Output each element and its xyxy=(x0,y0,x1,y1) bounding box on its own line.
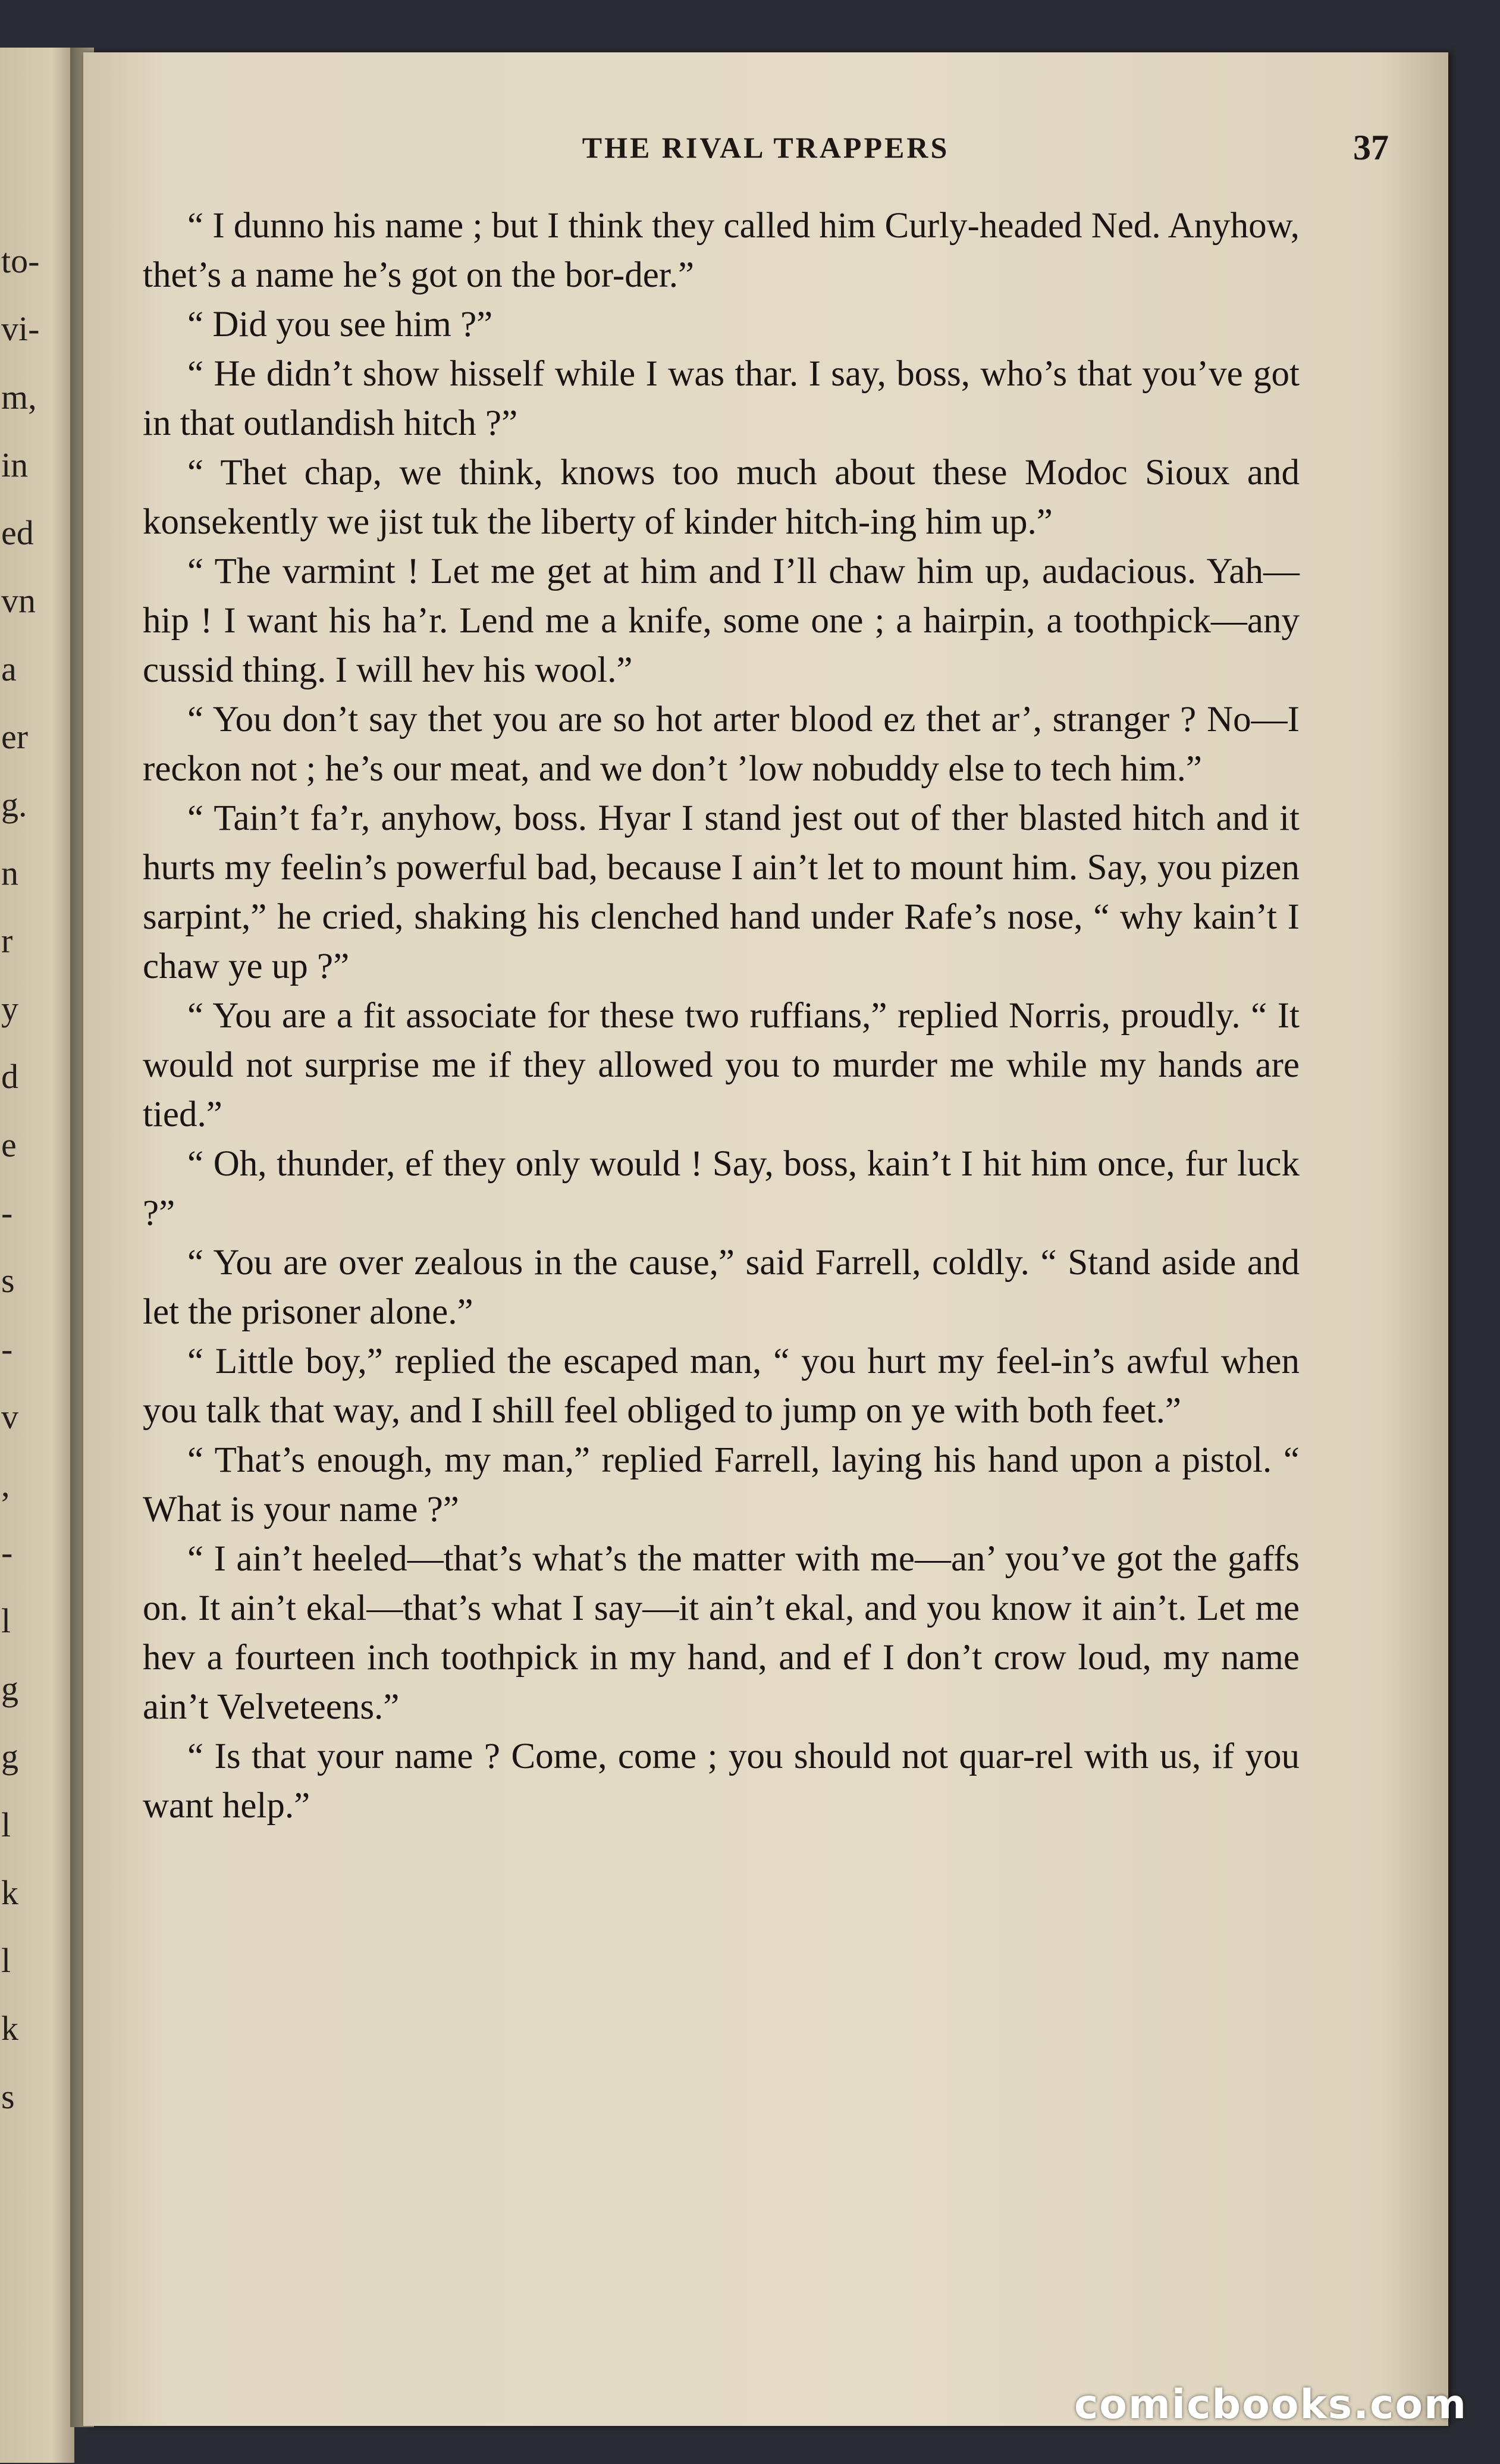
facing-page-fragment: y xyxy=(1,989,18,1028)
paragraph: “ I ain’t heeled—that’s what’s the matter with me—an’ you’ve got the gaffs on. It ain’t ekal—that’s what I say—it ain’t ekal, and you know it ain’t. Let me hev a fourteen inch toothpick in my hand, and ef I don’t crow loud, my name ain’t Velveteens.” xyxy=(143,1539,1300,1727)
facing-page-fragment: n xyxy=(1,854,18,892)
paragraph: “ Oh, thunder, ef they only would ! Say, boss, kain’t I hit him once, fur luck ?” xyxy=(143,1144,1300,1233)
paragraph: “ Did you see him ?” xyxy=(187,305,493,344)
paragraph: “ You don’t say thet you are so hot arter blood ez thet ar’, stranger ? No—I reckon not ; he’s our meat, and we don’t ’low nobuddy else to tech him.” xyxy=(143,700,1300,789)
facing-page-fragment: k xyxy=(1,2009,18,2048)
facing-page-fragment: to- xyxy=(1,242,40,280)
watermark: comicbooks.com xyxy=(1074,2381,1467,2428)
facing-page-fragment: m, xyxy=(1,378,37,416)
facing-page-fragment: g. xyxy=(1,785,27,824)
facing-page-fragment: vn xyxy=(1,581,36,620)
facing-page-fragment: - xyxy=(1,1193,13,1232)
facing-page-fragments xyxy=(0,244,74,2148)
facing-page-fragment: g xyxy=(1,1737,18,1776)
facing-page-fragment: , xyxy=(1,1465,10,1504)
facing-page-fragment: - xyxy=(1,1533,13,1572)
paragraph: “ Little boy,” replied the escaped man, “ you hurt my feel-in’s awful when you talk that way, and I shill feel obliged to jump on ye with both feet.” xyxy=(143,1341,1300,1431)
facing-page-fragment: in xyxy=(1,446,29,484)
paragraph: “ He didn’t show hisself while I was thar. I say, boss, who’s that you’ve got in that outlandish hitch ?” xyxy=(143,354,1300,443)
paragraph: “ The varmint ! Let me get at him and I’ll chaw him up, audacious. Yah—hip ! I want his ha’r. Lend me a knife, some one ; a hairpin, a toothpick—any cussid thing. I will hev his wool.” xyxy=(143,551,1300,690)
paragraph: “ Tain’t fa’r, anyhow, boss. Hyar I stand jest out of ther blasted hitch and it hurts my feelin’s powerful bad, because I ain’t let to mount him. Say, you pizen sarpint,” he cried, shaking his clenched hand under Rafe’s nose, “ why kain’t I chaw ye up ?” xyxy=(143,798,1300,986)
facing-page-fragment: er xyxy=(1,717,29,756)
facing-page-fragment: l xyxy=(1,1601,11,1640)
facing-page-fragment: v xyxy=(1,1397,18,1436)
page-number: 37 xyxy=(1353,128,1389,167)
paragraph: “ Thet chap, we think, knows too much about these Modoc Sioux and konsekently we jist tuk the liberty of kinder hitch-ing him up.” xyxy=(143,453,1300,542)
book-page xyxy=(83,52,1448,2426)
paragraph: “ I dunno his name ; but I think they called him Curly-headed Ned. Anyhow, thet’s a name he’s got on the bor-der.” xyxy=(143,206,1300,295)
facing-page-fragment: r xyxy=(1,921,13,960)
facing-page-fragment: s xyxy=(1,2077,15,2116)
paragraph: “ You are a fit associate for these two ruffians,” replied Norris, proudly. “ It would not surprise me if they allowed you to murder me while my hands are tied.” xyxy=(143,996,1300,1134)
facing-page-fragment: d xyxy=(1,1057,18,1096)
facing-page-fragment: e xyxy=(1,1126,17,1164)
running-head xyxy=(83,124,1448,171)
facing-page-fragment: l xyxy=(1,1941,11,1980)
facing-page-edge xyxy=(0,48,74,2463)
facing-page-fragment: l xyxy=(1,1805,11,1844)
facing-page-fragment: ed xyxy=(1,513,34,552)
facing-page-fragment: - xyxy=(1,1330,13,1368)
facing-page-fragment: k xyxy=(1,1873,18,1912)
paragraph: “ Is that your name ? Come, come ; you should not quar-rel with us, if you want help.” xyxy=(143,1736,1300,1826)
facing-page-fragment: a xyxy=(1,650,17,688)
facing-page-fragment: g xyxy=(1,1669,18,1708)
facing-page-fragment: s xyxy=(1,1261,15,1300)
paragraph: “ You are over zealous in the cause,” said Farrell, coldly. “ Stand aside and let the prisoner alone.” xyxy=(143,1243,1300,1332)
body-text xyxy=(143,201,1300,1830)
paragraph: “ That’s enough, my man,” replied Farrell, laying his hand upon a pistol. “ What is your name ?” xyxy=(143,1440,1300,1529)
running-head-title: THE RIVAL TRAPPERS xyxy=(582,131,950,164)
facing-page-fragment: vi- xyxy=(1,309,40,348)
